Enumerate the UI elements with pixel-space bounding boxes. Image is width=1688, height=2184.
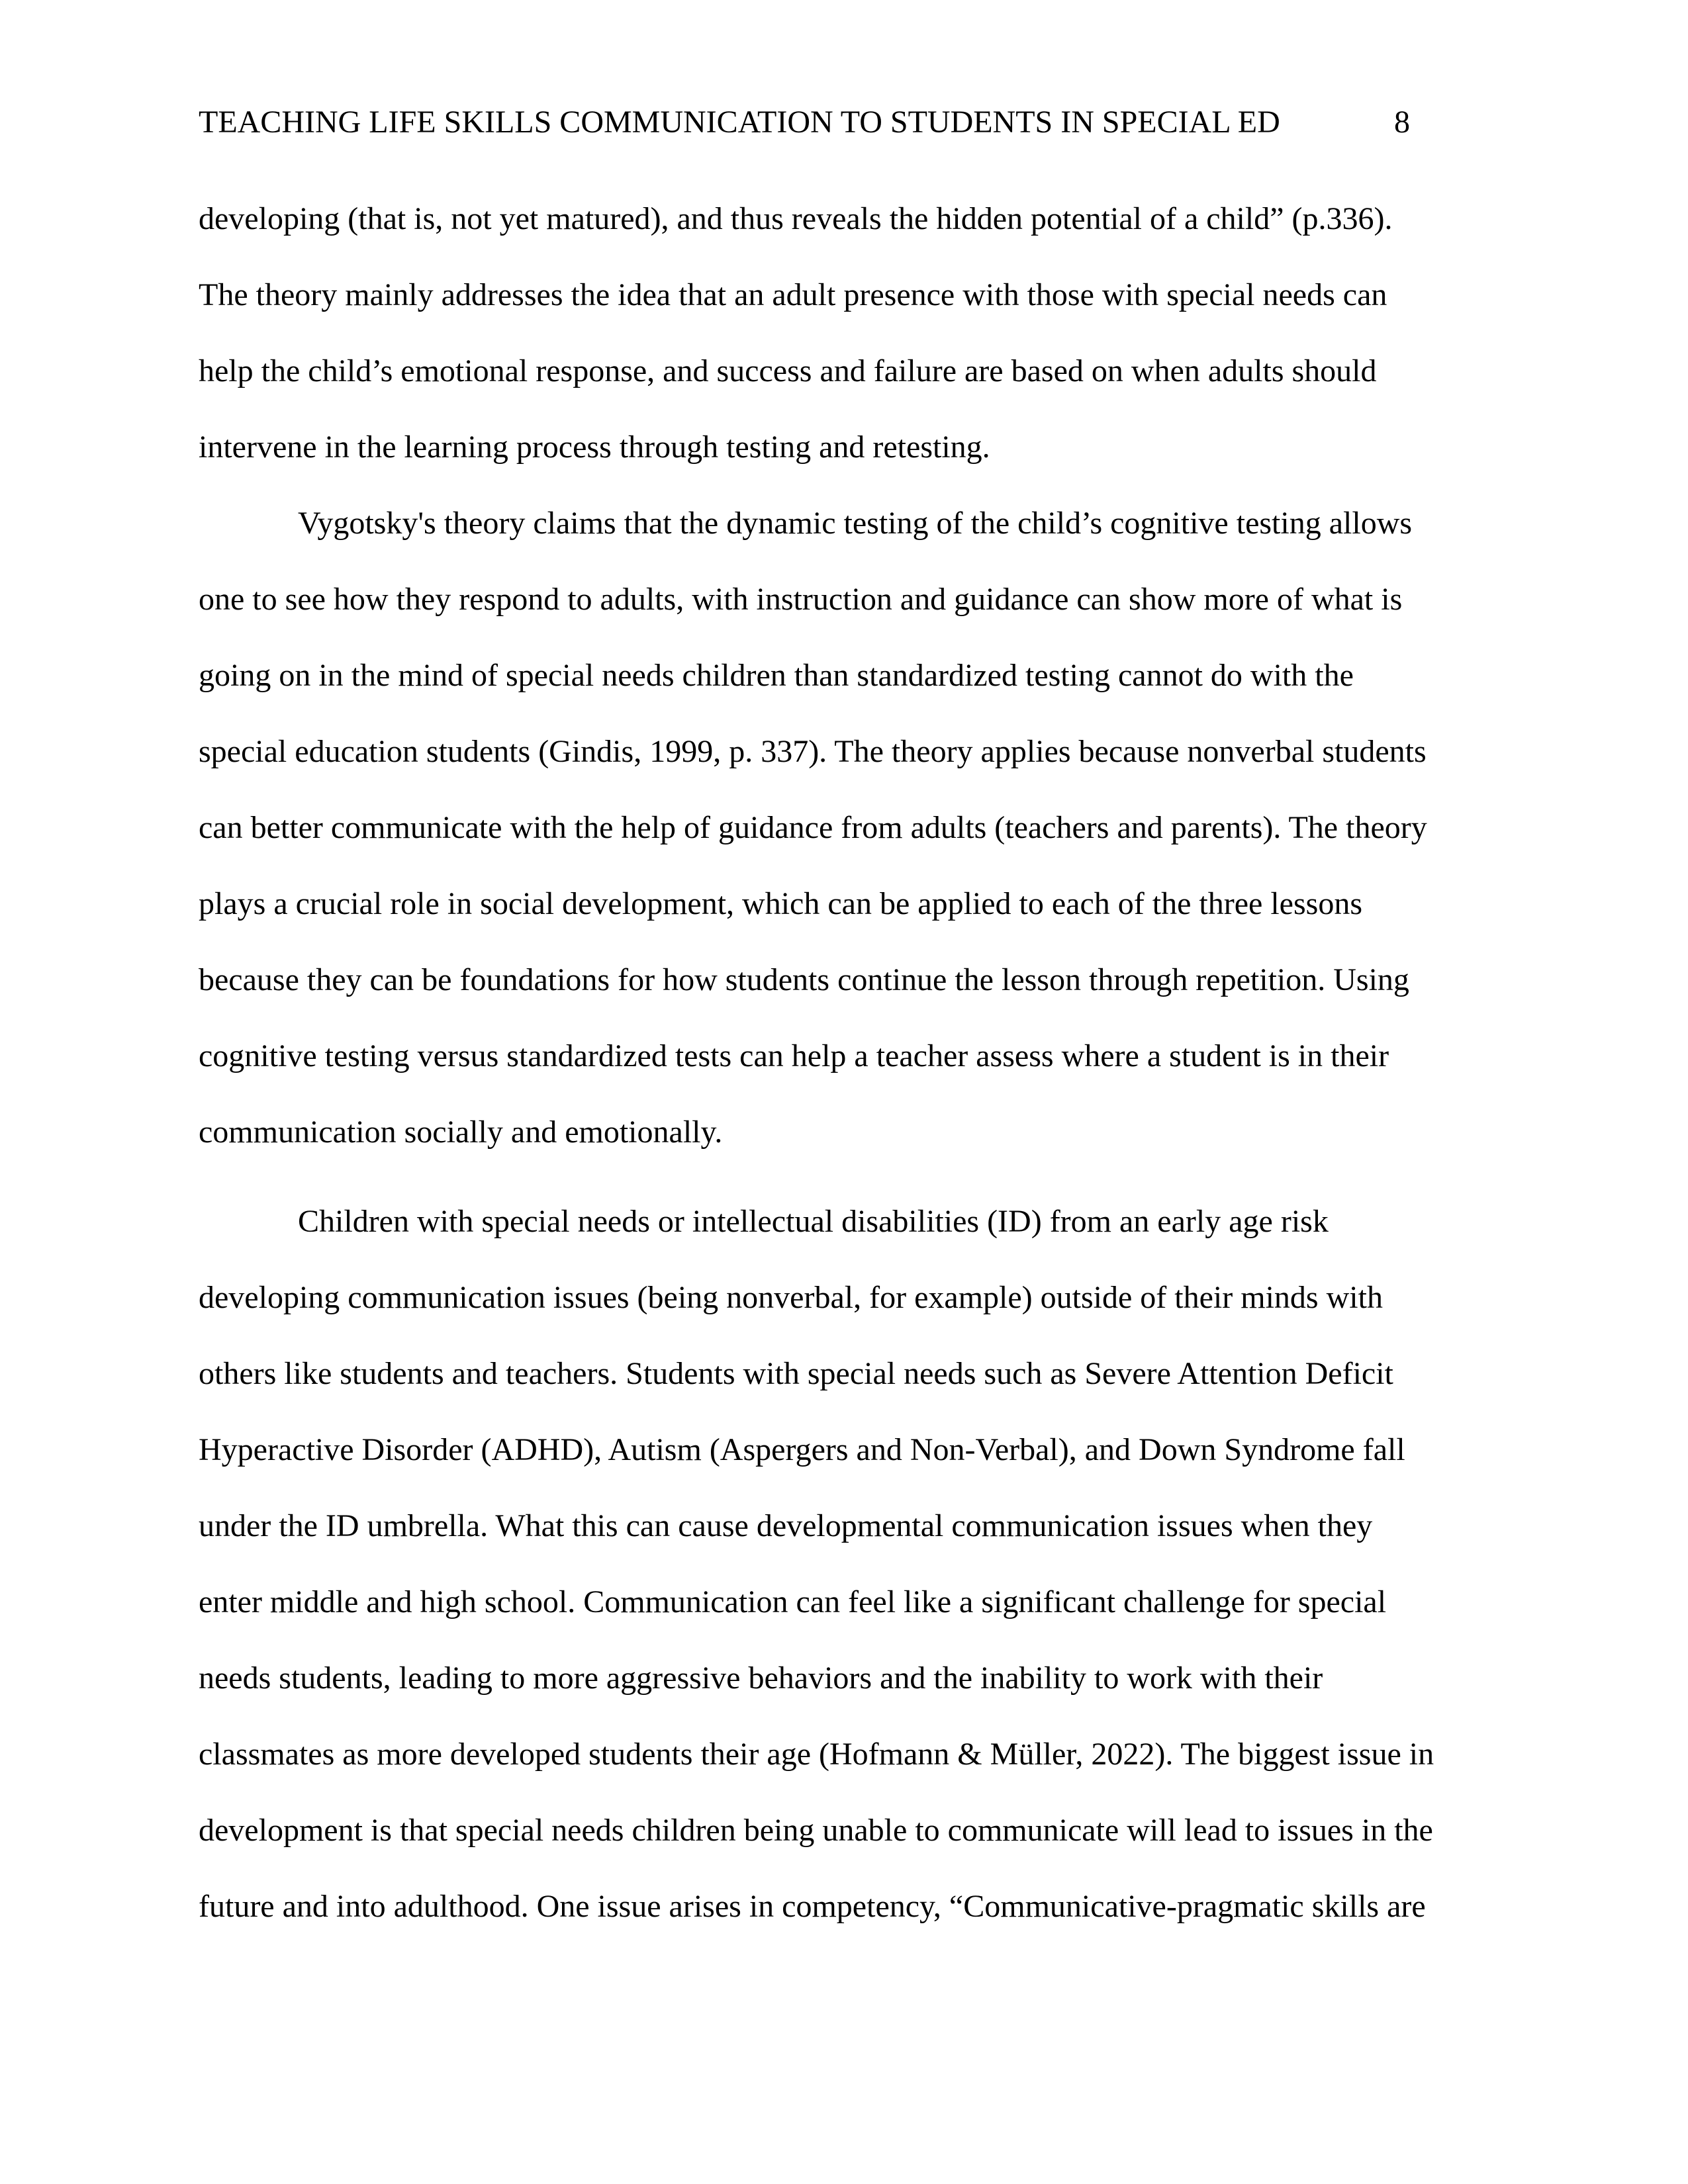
- text-line: Children with special needs or intellectual disabilities (ID) from an early age risk: [298, 1204, 1329, 1239]
- running-head-title: TEACHING LIFE SKILLS COMMUNICATION TO STUDENTS IN SPECIAL ED: [199, 105, 1280, 140]
- text-line: intervene in the learning process through testing and retesting.: [199, 430, 990, 465]
- text-line: special education students (Gindis, 1999, p. 337). The theory applies because nonverbal students: [199, 734, 1427, 769]
- paragraph: [199, 497, 1496, 1182]
- text-line: plays a crucial role in social development, which can be applied to each of the three lessons: [199, 886, 1363, 921]
- text-line: needs students, leading to more aggressive behaviors and the inability to work with their: [199, 1661, 1323, 1696]
- text-line: cognitive testing versus standardized tests can help a teacher assess where a student is in their: [199, 1038, 1389, 1073]
- paragraph: [199, 193, 1496, 497]
- text-line: Hyperactive Disorder (ADHD), Autism (Aspergers and Non-Verbal), and Down Syndrome fall: [199, 1432, 1405, 1467]
- text-line: help the child’s emotional response, and success and failure are based on when adults should: [199, 353, 1377, 388]
- text-line: enter middle and high school. Communication can feel like a significant challenge for special: [199, 1584, 1387, 1619]
- text-line: under the ID umbrella. What this can cause developmental communication issues when they: [199, 1508, 1373, 1543]
- body-text: [199, 193, 1496, 1956]
- text-line: development is that special needs children being unable to communicate will lead to issues in the: [199, 1813, 1433, 1848]
- text-line: one to see how they respond to adults, with instruction and guidance can show more of what is: [199, 582, 1403, 617]
- text-line: going on in the mind of special needs children than standardized testing cannot do with the: [199, 658, 1354, 693]
- text-line: classmates as more developed students their age (Hofmann & Müller, 2022). The biggest issue in: [199, 1737, 1434, 1772]
- text-line: future and into adulthood. One issue arises in competency, “Communicative-pragmatic skills are: [199, 1889, 1426, 1924]
- paragraph: [199, 1195, 1496, 1956]
- text-line: The theory mainly addresses the idea that an adult presence with those with special needs can: [199, 277, 1387, 312]
- text-line: developing communication issues (being nonverbal, for example) outside of their minds with: [199, 1280, 1383, 1315]
- text-line: Vygotsky's theory claims that the dynamic testing of the child’s cognitive testing allows: [298, 506, 1413, 541]
- text-line: communication socially and emotionally.: [199, 1115, 723, 1150]
- running-head: [199, 96, 1410, 149]
- text-line: developing (that is, not yet matured), and thus reveals the hidden potential of a child” (p.336).: [199, 201, 1393, 236]
- text-line: can better communicate with the help of guidance from adults (teachers and parents). The theory: [199, 810, 1427, 845]
- page-number: 8: [1394, 105, 1410, 140]
- text-line: others like students and teachers. Students with special needs such as Severe Attention Deficit: [199, 1356, 1393, 1391]
- text-line: because they can be foundations for how students continue the lesson through repetition. Using: [199, 962, 1409, 997]
